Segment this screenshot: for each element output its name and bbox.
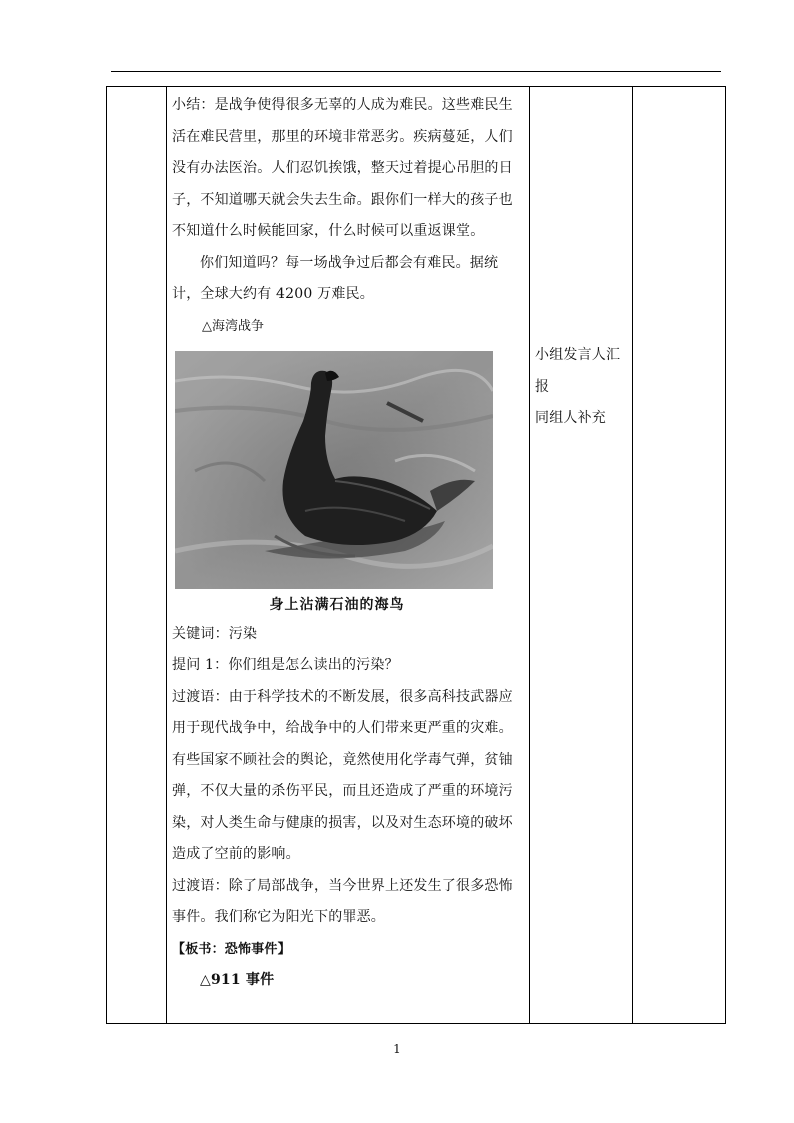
header-rule — [111, 71, 721, 72]
photo-caption: 身上沾满石油的海鸟 — [269, 596, 405, 613]
column-divider-2 — [529, 87, 530, 1023]
side-text-line: 小组发言人汇 — [535, 347, 621, 363]
text-line: 染，对人类生命与健康的损害，以及对生态环境的破坏 — [172, 814, 513, 831]
page-number: 1 — [393, 1042, 401, 1056]
student-activity-column — [535, 340, 625, 435]
teaching-content-column — [172, 90, 522, 997]
board-note: 【板书：恐怖事件】 — [172, 941, 291, 957]
text-line: 过渡语：除了局部战争，当今世界上还发生了很多恐怖 — [172, 877, 513, 894]
seabird-image-icon — [175, 351, 493, 589]
transition-paragraph-1 — [172, 682, 522, 871]
column-divider-1 — [166, 87, 167, 1023]
text-line: 造成了空前的影响。 — [172, 846, 300, 862]
text-line: 用于现代战争中，给战争中的人们带来更严重的灾难。 — [172, 720, 513, 736]
text-line: 你们知道吗？每一场战争过后都会有难民。据统 — [200, 254, 499, 271]
text-line: 有些国家不顾社会的舆论，竟然使用化学毒气弹，贫铀 — [172, 751, 513, 768]
refugee-paragraph — [172, 248, 522, 311]
gulf-war-heading: △海湾战争 — [202, 318, 264, 334]
text-line: 小结：是战争使得很多无辜的人成为难民。这些难民生 — [172, 97, 513, 113]
text-line: 事件。我们称它为阳光下的罪恶。 — [172, 909, 385, 925]
text-line: 过渡语：由于科学技术的不断发展，很多高科技武器应 — [172, 688, 513, 705]
column-divider-3 — [632, 87, 633, 1023]
oil-covered-seabird-photo — [175, 351, 493, 589]
transition-paragraph-2 — [172, 871, 522, 934]
text-line: 子，不知道哪天就会失去生命。跟你们一样大的孩子也 — [172, 191, 513, 208]
event-911-heading: △911 事件 — [200, 972, 275, 988]
side-text-line: 同组人补充 — [535, 410, 606, 426]
summary-paragraph — [172, 90, 522, 248]
text-line: 活在难民营里，那里的环境非常恶劣。疾病蔓延，人们 — [172, 128, 513, 145]
side-text-line: 报 — [535, 378, 550, 395]
text-line: 弹，不仅大量的杀伤平民，而且还造成了严重的环境污 — [172, 783, 513, 799]
keyword-line: 关键词：污染 — [172, 625, 258, 642]
text-line: 计，全球大约有 4200 万难民。 — [172, 286, 374, 302]
text-line: 没有办法医治。人们忍饥挨饿，整天过着提心吊胆的日 — [172, 160, 513, 176]
text-line: 不知道什么时候能回家，什么时候可以重返课堂。 — [172, 223, 485, 239]
question-line: 提问 1：你们组是怎么读出的污染？ — [172, 657, 399, 673]
